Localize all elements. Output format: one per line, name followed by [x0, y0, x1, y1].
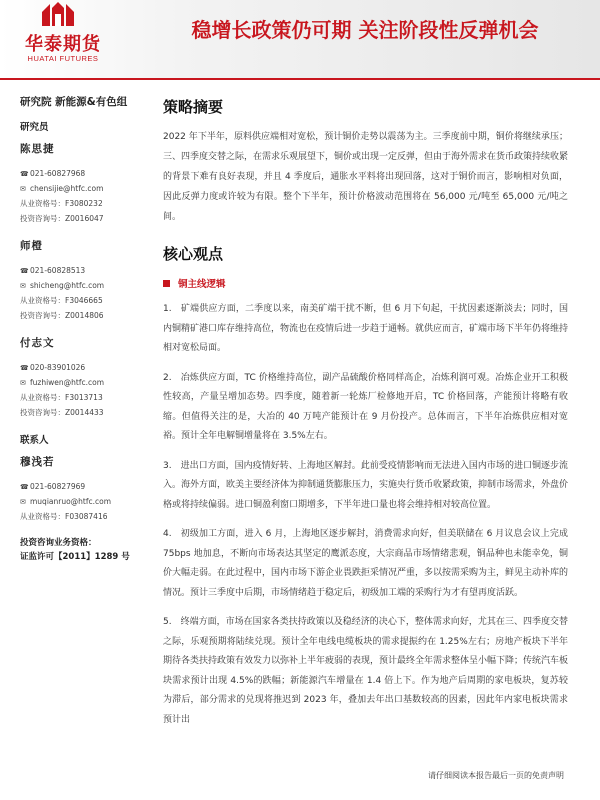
huatai-logo — [18, 2, 108, 74]
report-title: 稳增长政策仍可期 关注阶段性反弹机会 — [191, 18, 539, 42]
phone-icon: ☎ — [20, 267, 29, 275]
contact-email[interactable]: ✉ muqianruo@htfc.com — [20, 494, 146, 509]
email-icon: ✉ — [20, 282, 26, 290]
header-divider — [0, 78, 600, 80]
viewpoint-paragraph: 2. 冶炼供应方面，TC 价格维持高位，副产品硫酸价格同样高企，冶炼利润可观。冶炼企业开工积极性较高，产量呈增加态势。四季度，随着新一轮炼厂检修地开启，TC 价格回落，产能预计将略有收缩。但值得关注的是，大冶的 40 万吨产能预计在 9 月份投产。总体而言，下半年冶炼供应相对宽裕。预计全年电解铜增量将在 3.5%左右。 — [163, 372, 568, 441]
logo-english-name: HUATAI FUTURES — [27, 54, 99, 63]
contact-name: 穆浅若 — [20, 456, 55, 468]
analyst-phone: ☎021-60827968 — [20, 166, 146, 181]
license-block — [20, 536, 146, 564]
analyst-investment-license: 投资咨询号：Z0014433 — [20, 408, 104, 417]
summary-text: 2022 年下半年，原料供应端相对宽松，预计铜价走势以震荡为主。三季度前中期，铜价将继续承压；三、四季度交替之际，在需求乐观展望下，铜价或出现一定反弹，但由于海外需求在货币政策持续收紧的背景下难有良好表现，并且 4 季度后，通胀水平料将出现回落，这对于铜价而言，影响相对负面，因此反弹力度或许较为有限。整个下半年，预计价格波动范围将在 56,000 元/吨至 65,000 元/吨之间。 — [163, 132, 569, 222]
phone-icon: ☎ — [20, 483, 29, 491]
analyst-name: 师橙 — [20, 240, 43, 252]
email-icon: ✉ — [20, 498, 26, 506]
contact-label: 联系人 — [20, 435, 49, 446]
viewpoint-paragraph: 3. 进出口方面，国内疫情好转、上海地区解封。此前受疫情影响而无法进入国内市场的进口铜逐步流入。海外方面，欧美主要经济体为抑制通货膨胀压力，实施央行货币收紧政策，抑制市场需求，外盘价格或将持续偏弱。进口铜盈利窗口期增多，下半年进口量也将会维持相对较高位置。 — [163, 460, 569, 510]
huatai-logo-mark-icon — [38, 2, 78, 26]
analyst-qualification: 从业资格号：F3046665 — [20, 296, 103, 305]
report-header — [0, 0, 600, 80]
phone-icon: ☎ — [20, 170, 29, 178]
license-label: 投资咨询业务资格： — [20, 538, 97, 548]
researcher-label: 研究员 — [20, 122, 49, 133]
logo-chinese-name: 华泰期货 — [25, 34, 101, 55]
report-body — [163, 96, 568, 740]
email-icon: ✉ — [20, 379, 26, 387]
analyst-qualification: 从业资格号：F3080232 — [20, 199, 103, 208]
analyst-email[interactable]: ✉ chensijie@htfc.com — [20, 181, 146, 196]
viewpoint-paragraph: 5. 终端方面，市场在国家各类扶持政策以及稳经济的决心下，整体需求向好，尤其在三、四季度交替之际，乐观预期将陆续兑现。预计全年电线电缆板块的需求提振约在 1.25%左右；房地产板块下半年期待各类扶持政策有效发力以弥补上半年疲弱的表现，预计最终全年需求整体呈小幅下降；传统汽车板块需求预计出现 4.5%的跌幅；新能源汽车增量在 1.4 倍上下。作为地产后周期的家电板块，复苏较为滞后，部分需求的兑现将推迟到 2023 年，叠加去年出口基数较高的因素，因此年内家电板块需求预计出 — [163, 617, 569, 725]
subsection-title: 铜主线逻辑 — [178, 279, 226, 290]
viewpoint-paragraph: 4. 初级加工方面，进入 6 月，上海地区逐步解封，消费需求向好，但美联储在 6 月议息会议上完成 75bps 地加息，不断向市场表达其坚定的鹰派态度，大宗商品市场情绪悲观，铜品种也未能幸免，铜价大幅走弱。在此过程中，国内市场下游企业畏跌拒采情况严重，多以按需采购为主，鲜见主动补库的情况。预计三季度中后期，市场情绪趋于稳定后，初级加工端的采购行为才有望再度活跃。 — [163, 529, 569, 598]
license-number: 证监许可【2011】1289 号 — [20, 552, 130, 562]
viewpoint-paragraph: 1. 矿端供应方面，二季度以来，南美矿端干扰不断，但 6 月下旬起，干扰因素逐渐淡去；同时，国内铜精矿港口库存维持高位，物流也在疫情后进一步趋于通畅。就供应而言，矿端市场下半年仍将维持相对宽松局面。 — [163, 304, 569, 353]
analyst-name: 付志文 — [20, 337, 55, 349]
contact-qualification: 从业资格号：F03087416 — [20, 512, 108, 521]
department-label: 研究院 新能源&有色组 — [20, 96, 128, 108]
contact-block — [20, 454, 146, 524]
phone-icon: ☎ — [20, 364, 29, 372]
author-sidebar — [20, 94, 146, 564]
bullet-square-icon — [163, 280, 170, 287]
analyst-investment-license: 投资咨询号：Z0016047 — [20, 214, 104, 223]
summary-heading: 策略摘要 — [163, 98, 224, 116]
analyst-block — [20, 238, 146, 323]
analyst-qualification: 从业资格号：F3013713 — [20, 393, 103, 402]
analyst-phone: ☎020-83901026 — [20, 360, 146, 375]
analyst-phone: ☎021-60828513 — [20, 263, 146, 278]
analyst-block — [20, 335, 146, 420]
subsection-heading — [163, 276, 568, 290]
analyst-name: 陈思捷 — [20, 143, 55, 155]
footer-disclaimer: 请仔细阅读本报告最后一页的免责声明 — [428, 771, 564, 780]
email-icon: ✉ — [20, 185, 26, 193]
analyst-email[interactable]: ✉ shicheng@htfc.com — [20, 278, 146, 293]
analyst-block — [20, 141, 146, 226]
analyst-email[interactable]: ✉ fuzhiwen@htfc.com — [20, 375, 146, 390]
contact-phone: ☎021-60827969 — [20, 479, 146, 494]
core-view-heading: 核心观点 — [163, 245, 224, 263]
analyst-investment-license: 投资咨询号：Z0014806 — [20, 311, 104, 320]
